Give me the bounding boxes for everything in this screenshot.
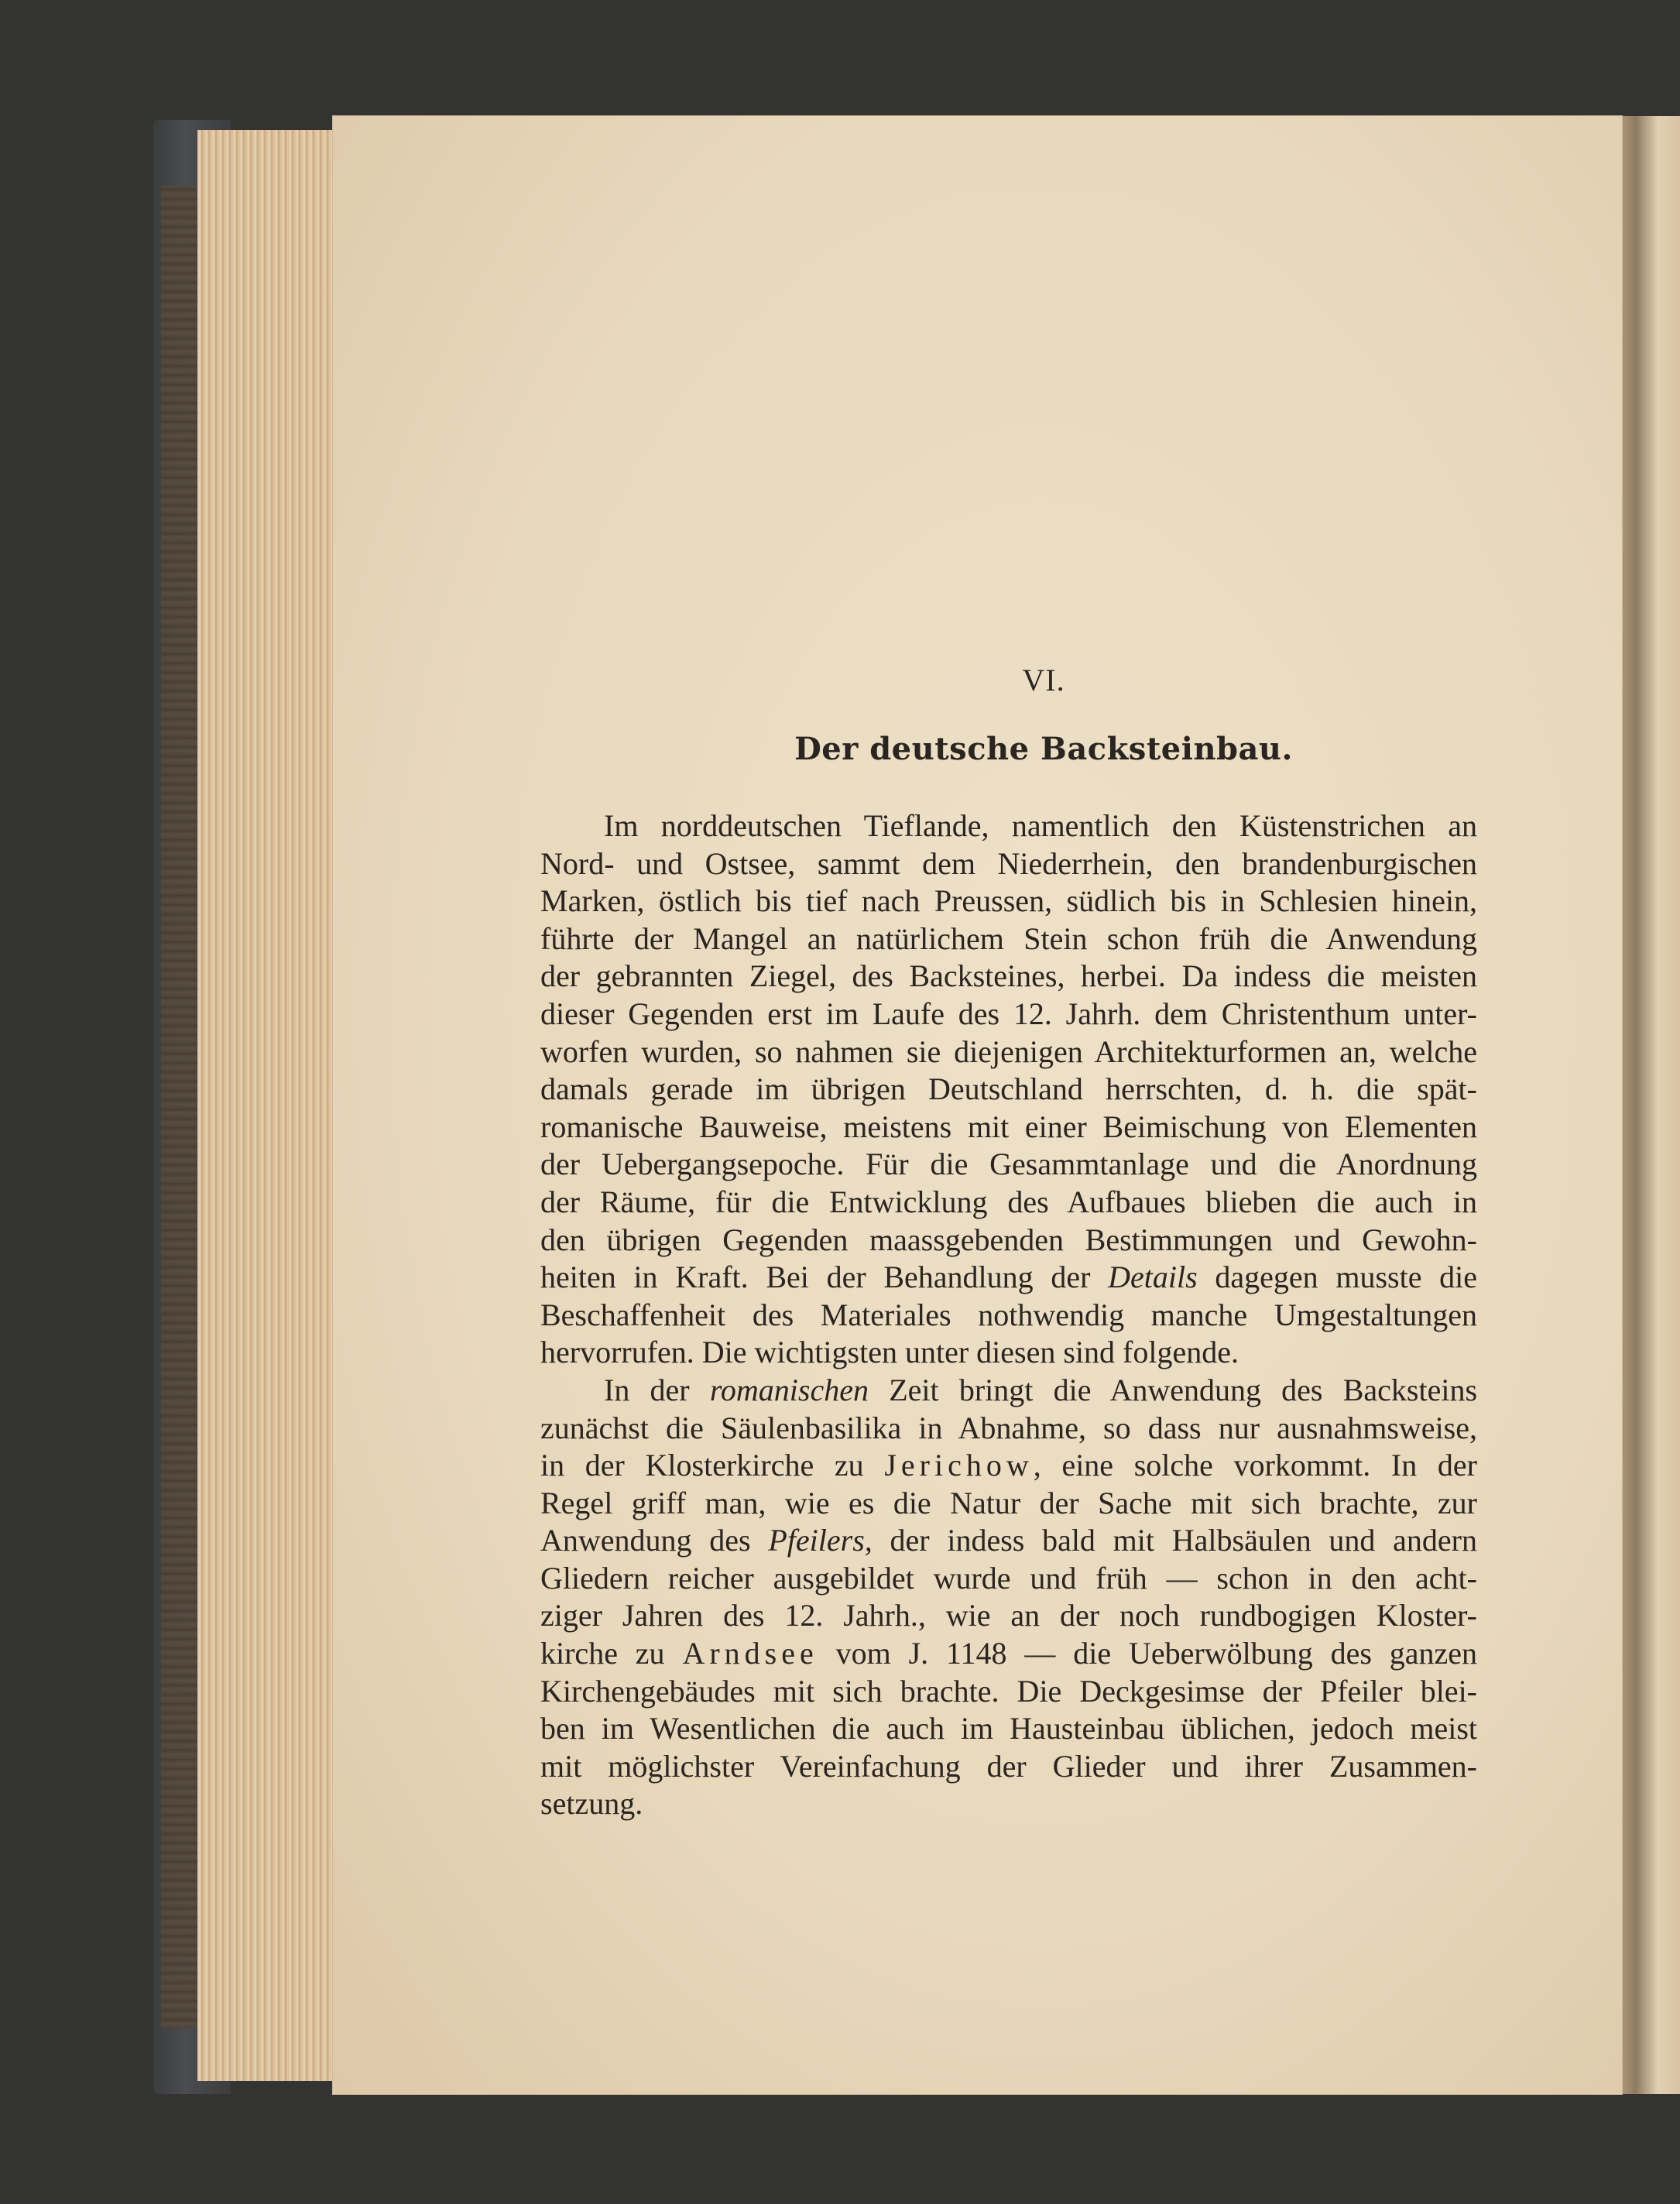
text-line: der Uebergangsepoche. Für die Gesammtanlage und die Anordnung [540,1147,1477,1182]
text-line: dieser Gegenden erst im Laufe des 12. Jahrh. dem Christenthum unter- [540,996,1477,1031]
text-line: den übrigen Gegenden maassgebenden Bestimmungen und Gewohn- [540,1222,1477,1257]
text-fragment: , eine solche vorkommt. In der [1033,1448,1478,1483]
paragraph-2 [540,1372,1477,1823]
text-line: Regel griff man, wie es die Natur der Sache mit sich brachte, zur [540,1485,1477,1520]
text-line [540,1259,1477,1297]
text-line: romanische Bauweise, meistens mit einer Beimischung von Elementen [540,1109,1477,1144]
text-fragment: der indess bald mit Halbsäulen und andern [890,1523,1478,1558]
chapter-title: Der deutsche Backsteinbau. [794,731,1293,767]
chapter-number: VI. [1022,663,1065,698]
italic-word-pfeilers: Pfeilers, [768,1523,873,1558]
text-line: worfen wurden, so nahmen sie diejenigen Architekturformen an, welche [540,1033,1477,1069]
italic-word-details: Details [1108,1260,1198,1295]
page-text [540,662,1477,1823]
text-line: Im norddeutschen Tieflande, namentlich den Küstenstrichen an [604,808,1477,843]
text-fragment: heiten in Kraft. Bei der Behandlung der [540,1260,1091,1295]
text-line: Marken, östlich bis tief nach Preussen, südlich bis in Schlesien hinein, [540,883,1477,919]
text-line: hervorrufen. Die wichtigsten unter diesen sind folgende. [540,1335,1239,1370]
text-line: Beschaffenheit des Materiales nothwendig manche Umgestaltungen [540,1297,1477,1332]
text-line: ben im Wesentlichen die auch im Hausteinbau üblichen, jedoch meist [540,1711,1477,1746]
text-line [540,1635,1477,1673]
text-fragment: Zeit bringt die Anwendung des Backsteins [889,1372,1478,1407]
text-line: Gliedern reicher ausgebildet wurde und früh — schon in den acht- [540,1560,1477,1596]
italic-word-romanischen: romanischen [709,1372,869,1407]
text-fragment: In der [604,1372,690,1407]
spaced-place-name-arndsee: Arndsee [682,1636,818,1671]
text-fragment: kirche zu [540,1636,665,1671]
text-line: Kirchengebäudes mit sich brachte. Die Deckgesimse der Pfeiler blei- [540,1673,1477,1709]
spaced-place-name-jerichow: Jerichow [884,1448,1034,1483]
text-line [540,1447,1477,1485]
text-line: der gebrannten Ziegel, des Backsteines, herbei. Da indess die meisten [540,958,1477,994]
text-line: zunächst die Säulenbasilika in Abnahme, so dass nur ausnahmsweise, [540,1410,1477,1445]
text-line: Nord- und Ostsee, sammt dem Niederrhein, den brandenburgischen [540,845,1477,881]
text-fragment: dagegen musste die [1215,1260,1478,1295]
text-line [540,1522,1477,1560]
text-line: ziger Jahren des 12. Jahrh., wie an der noch rundbogigen Kloster- [540,1598,1477,1633]
paragraph-1 [540,807,1477,1372]
text-fragment: in der Klosterkirche zu [540,1448,864,1483]
text-line: der Räume, für die Entwicklung des Aufbaues blieben die auch in [540,1184,1477,1219]
text-line: mit möglichster Vereinfachung der Glieder und ihrer Zusammen- [540,1748,1477,1784]
text-line: setzung. [540,1786,643,1822]
text-line [540,1372,1477,1410]
page-edges [197,130,345,2081]
text-line: damals gerade im übrigen Deutschland herrschten, d. h. die spät- [540,1071,1477,1107]
text-line: führte der Mangel an natürlichem Stein schon früh die Anwendung [540,920,1477,956]
text-fragment: vom J. 1148 — die Ueberwölbung des ganzen [835,1636,1478,1671]
text-fragment: Anwendung des [540,1523,751,1558]
